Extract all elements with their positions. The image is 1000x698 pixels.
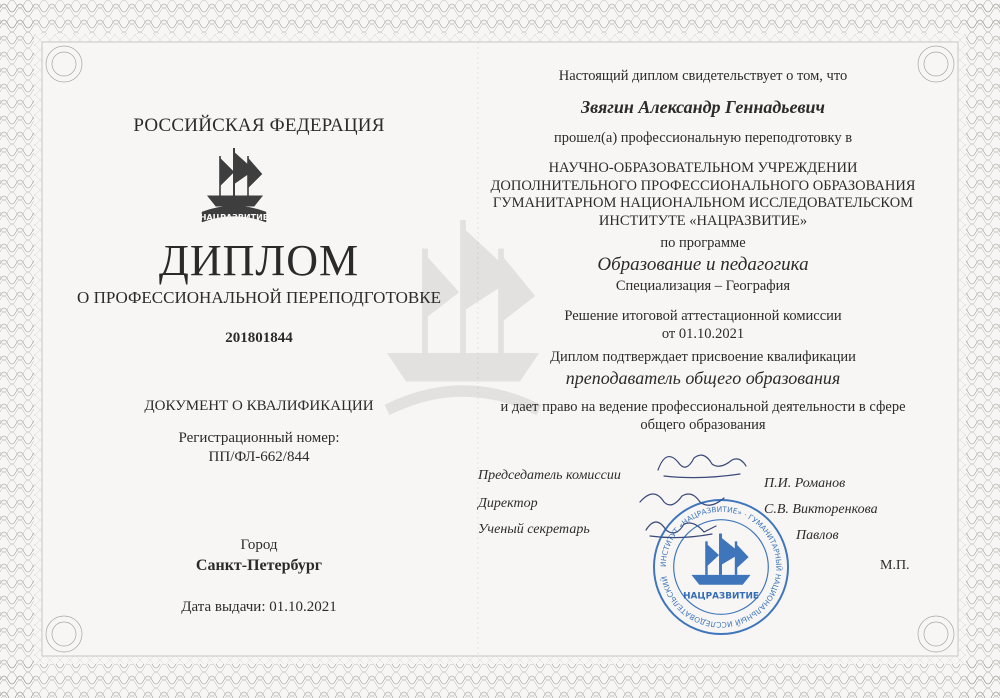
qualification-doc-label: ДОКУМЕНТ О КВАЛИФИКАЦИИ	[144, 398, 374, 414]
program-name: Образование и педагогика	[597, 254, 809, 275]
institution-seal	[652, 498, 790, 636]
seal-place-label: М.П.	[880, 558, 910, 573]
left-panel	[34, 20, 484, 678]
qualification-title: преподаватель общего образования	[565, 368, 841, 388]
director-role: Директор	[478, 496, 538, 511]
institution-line: ИНСТИТУТЕ «НАЦРАЗВИТИЕ»	[598, 212, 808, 229]
by-program-label: по программе	[660, 235, 746, 251]
director-name: С.В. Викторенкова	[764, 502, 878, 517]
city-label: Город	[240, 537, 278, 553]
diploma-number: 201801844	[225, 330, 293, 346]
document-subtitle: О ПРОФЕССИОНАЛЬНОЙ ПЕРЕПОДГОТОВКЕ	[77, 288, 441, 307]
rights-line: и дает право на ведение профессиональной деятельности в сфере	[500, 399, 906, 415]
commission-decision	[478, 308, 928, 343]
document-title: ДИПЛОМ	[158, 236, 360, 285]
decision-line: от 01.10.2021	[661, 325, 745, 342]
rights-statement	[478, 399, 928, 434]
ship-emblem-icon	[194, 142, 274, 227]
institution-name	[478, 160, 928, 230]
chair-name: П.И. Романов	[764, 476, 846, 491]
registration-label: Регистрационный номер:	[178, 430, 340, 446]
city-value: Санкт-Петербург	[195, 557, 323, 574]
rights-line: общего образования	[640, 416, 766, 433]
qualification-confirm: Диплом подтверждает присвоение квалификации	[550, 349, 856, 365]
secretary-name: Павлов	[796, 528, 839, 543]
certification-intro: Настоящий диплом свидетельствует о том, что	[558, 68, 848, 84]
country-heading: РОССИЙСКАЯ ФЕДЕРАЦИЯ	[133, 115, 385, 136]
secretary-role: Ученый секретарь	[478, 522, 590, 537]
registration-number: ПП/ФЛ-662/844	[208, 449, 310, 465]
specialization: Специализация – География	[615, 278, 791, 294]
institution-line: ГУМАНИТАРНОМ НАЦИОНАЛЬНОМ ИССЛЕДОВАТЕЛЬСКОМ	[492, 195, 914, 211]
emblem-label: НАЦРАЗВИТИЕ	[199, 213, 269, 222]
institution-line: НАУЧНО-ОБРАЗОВАТЕЛЬНОМ УЧРЕЖДЕНИИ	[548, 160, 858, 176]
seal-ring-text: ИНСТИТУТ «НАЦРАЗВИТИЕ» · ГУМАНИТАРНЫЙ НАЦИОНАЛЬНЫЙ ИССЛЕДОВАТЕЛЬСКИЙ	[658, 504, 784, 630]
decision-line: Решение итоговой аттестационной комиссии	[564, 308, 842, 324]
chair-role: Председатель комиссии	[478, 468, 621, 483]
issue-date: Дата выдачи: 01.10.2021	[181, 599, 337, 615]
seal-center-text: НАЦРАЗВИТИЕ	[683, 591, 759, 602]
recipient-name: Звягин Александр Геннадьевич	[581, 97, 825, 117]
institution-line: ДОПОЛНИТЕЛЬНОГО ПРОФЕССИОНАЛЬНОГО ОБРАЗОВАНИЯ	[490, 177, 916, 194]
passed-statement: прошел(а) профессиональную переподготовку в	[553, 130, 853, 146]
